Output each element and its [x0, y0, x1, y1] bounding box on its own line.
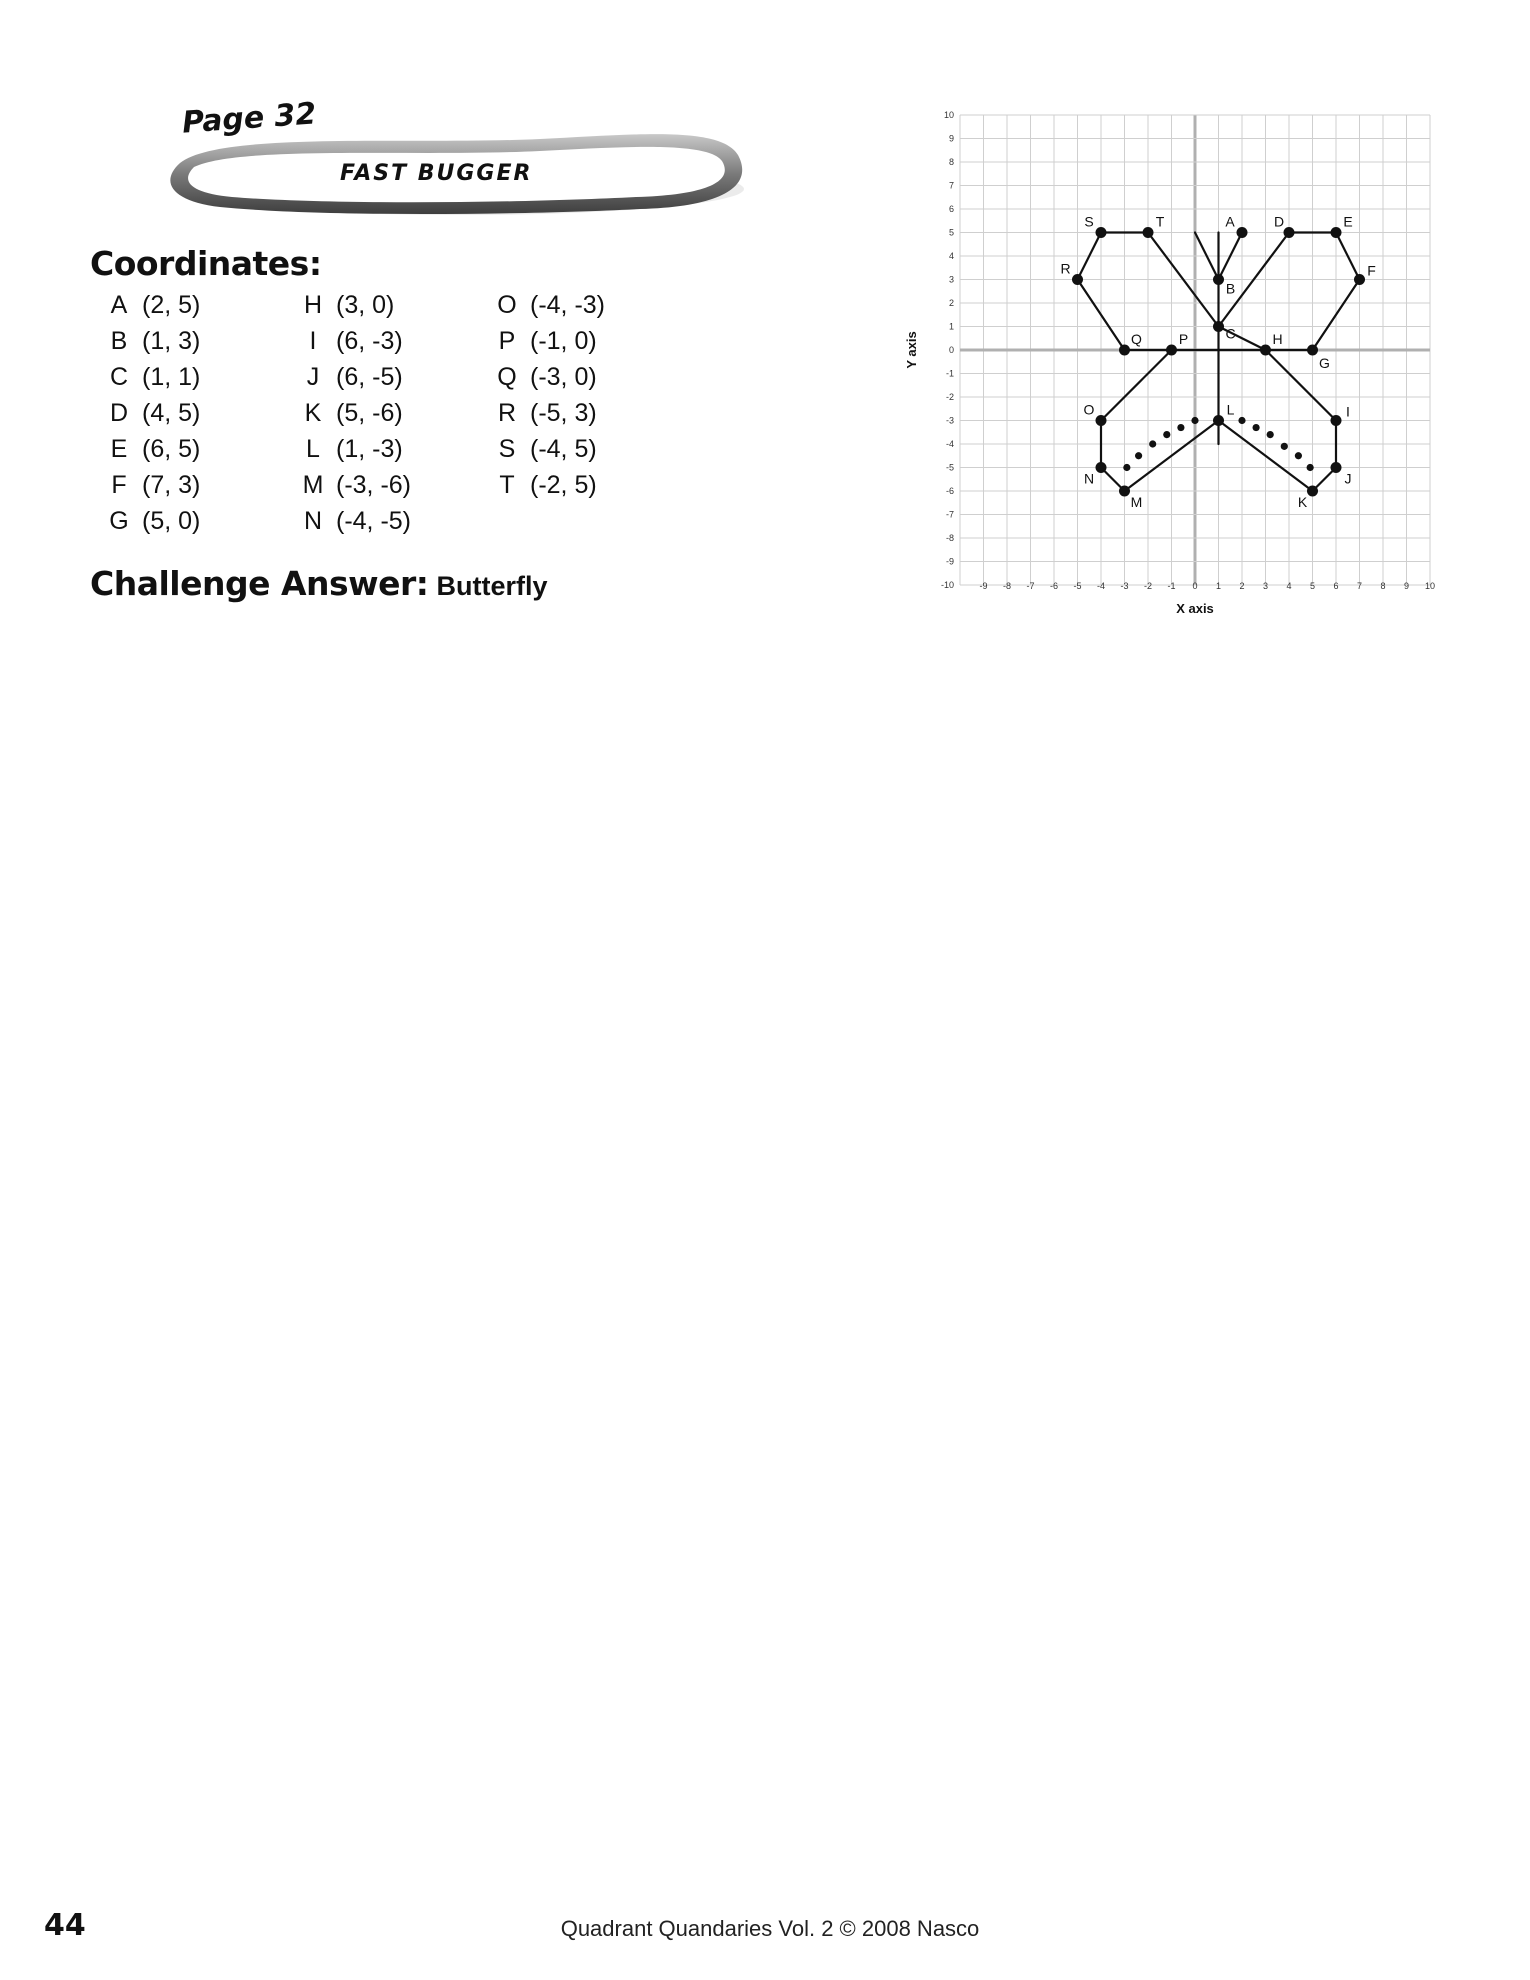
point-m	[1119, 486, 1130, 497]
point-label: N	[1083, 470, 1095, 487]
point-label: D	[1273, 213, 1285, 230]
x-tick-label: 10	[1424, 581, 1436, 591]
coordinate-value: (3, 0)	[336, 291, 395, 319]
trail-dot	[1267, 431, 1274, 438]
y-tick-label: -8	[945, 533, 954, 543]
coordinate-value: (-5, 3)	[530, 399, 597, 427]
coordinate-value: (1, -3)	[336, 435, 403, 463]
x-tick-label: 8	[1380, 581, 1386, 591]
y-tick-label: 1	[948, 321, 954, 332]
coordinate-row	[490, 431, 605, 467]
point-label: K	[1297, 494, 1308, 510]
coordinate-letter: M	[302, 471, 324, 499]
y-tick-label: 4	[948, 251, 954, 261]
coordinates-heading: Coordinates:	[90, 244, 322, 283]
coordinate-letter: P	[498, 327, 516, 355]
coordinate-letter: Q	[497, 363, 517, 391]
point-label: S	[1084, 213, 1094, 230]
coordinate-letter: T	[499, 471, 515, 499]
title-banner	[160, 95, 750, 235]
coordinate-letter: K	[304, 399, 322, 427]
point-i	[1331, 415, 1342, 426]
point-o	[1096, 415, 1107, 426]
coordinate-value: (6, 5)	[142, 435, 201, 463]
point-label: O	[1083, 401, 1095, 418]
coordinate-row	[296, 467, 411, 503]
y-tick-label: 7	[948, 180, 954, 191]
y-tick-label: 3	[948, 274, 954, 285]
coordinate-value: (4, 5)	[142, 399, 201, 427]
y-tick-label: -5	[945, 462, 954, 473]
trail-dot	[1135, 452, 1142, 459]
y-tick-label: -7	[945, 509, 954, 520]
point-label: A	[1225, 213, 1235, 230]
x-tick-label: -8	[1002, 581, 1012, 591]
y-tick-label: 9	[948, 133, 954, 144]
point-c	[1213, 321, 1224, 332]
point-d	[1284, 227, 1295, 238]
coordinate-row	[102, 323, 200, 359]
coordinate-value: (-4, 5)	[530, 435, 597, 463]
x-tick-label: 7	[1356, 581, 1363, 591]
trail-dot	[1177, 424, 1184, 431]
point-r	[1072, 274, 1083, 285]
coordinate-letter: O	[497, 291, 517, 319]
point-f	[1354, 274, 1365, 285]
coordinate-row	[102, 431, 200, 467]
y-tick-label: -3	[945, 415, 954, 426]
coordinate-letter: R	[497, 399, 517, 427]
challenge-label: Challenge Answer:	[90, 564, 429, 603]
y-tick-label: -4	[945, 439, 954, 449]
point-label: C	[1225, 325, 1236, 342]
y-tick-label: -9	[945, 556, 954, 567]
x-tick-label: 6	[1333, 581, 1339, 591]
y-tick-label: -2	[945, 392, 954, 402]
trail-dot	[1149, 440, 1156, 447]
coordinate-row	[296, 395, 411, 431]
coordinate-letter: L	[306, 435, 320, 463]
coordinate-row	[296, 503, 411, 539]
point-j	[1331, 462, 1342, 473]
coordinate-value: (-3, 0)	[530, 363, 597, 391]
coordinate-letter: H	[303, 291, 323, 319]
butterfly-segment	[1101, 350, 1172, 421]
coordinate-letter: F	[111, 471, 127, 499]
y-tick-label: 6	[948, 204, 954, 214]
point-p	[1166, 345, 1177, 356]
coordinate-row	[296, 431, 411, 467]
page-number: 44	[44, 1908, 86, 1943]
trail-dot	[1238, 417, 1245, 424]
y-tick-label: 5	[948, 227, 954, 238]
page-label: Page 32	[180, 96, 318, 141]
x-tick-label: 4	[1286, 581, 1292, 591]
point-h	[1260, 345, 1271, 356]
trail-dot	[1281, 443, 1288, 450]
coordinates-column-1	[102, 287, 200, 539]
coordinate-row	[296, 287, 411, 323]
y-tick-label: 8	[948, 157, 954, 167]
coordinate-letter: N	[303, 507, 323, 535]
trail-dot	[1163, 431, 1170, 438]
coordinate-value: (7, 3)	[142, 471, 201, 499]
point-label: M	[1130, 494, 1143, 510]
coordinate-value: (1, 3)	[142, 327, 201, 355]
x-tick-label: -2	[1143, 581, 1153, 591]
point-q	[1119, 345, 1130, 356]
point-label: I	[1346, 403, 1350, 420]
point-label: F	[1367, 262, 1376, 279]
x-tick-label: 5	[1309, 581, 1316, 591]
point-b	[1213, 274, 1224, 285]
x-tick-label: -5	[1073, 581, 1082, 591]
challenge-answer: Butterfly	[436, 571, 548, 601]
coordinate-letter: G	[109, 507, 129, 535]
coordinate-row	[490, 323, 605, 359]
point-label: R	[1060, 260, 1071, 277]
coordinate-row	[490, 359, 605, 395]
coordinate-value: (-4, -3)	[530, 291, 605, 319]
point-label: T	[1155, 213, 1165, 230]
y-tick-label: -1	[945, 368, 954, 379]
coordinate-value: (5, -6)	[336, 399, 403, 427]
coordinate-graph	[900, 95, 1440, 630]
y-tick-label: -10	[940, 580, 954, 590]
point-label: J	[1344, 470, 1352, 487]
point-label: Q	[1131, 331, 1142, 347]
coordinate-value: (-2, 5)	[530, 471, 597, 499]
y-tick-label: -6	[945, 486, 954, 496]
challenge-line	[90, 564, 548, 603]
x-tick-label: -7	[1026, 581, 1035, 591]
coordinate-letter: S	[498, 435, 516, 463]
copyright-notice: Quadrant Quandaries Vol. 2 © 2008 Nasco	[560, 1916, 980, 1941]
coordinate-letter: D	[109, 399, 129, 427]
x-tick-label: 2	[1239, 581, 1245, 591]
coordinate-row	[102, 287, 200, 323]
point-a	[1237, 227, 1248, 238]
y-tick-label: 0	[948, 345, 954, 355]
trail-dot	[1123, 464, 1130, 471]
point-n	[1096, 462, 1107, 473]
point-l	[1213, 415, 1224, 426]
point-label: L	[1226, 401, 1235, 418]
trail-dot	[1253, 424, 1260, 431]
coordinate-letter: C	[109, 363, 129, 391]
x-tick-label: -6	[1049, 581, 1059, 591]
coordinate-value: (-4, -5)	[336, 507, 411, 535]
coordinate-letter: J	[306, 363, 320, 391]
point-label: E	[1343, 213, 1353, 230]
point-e	[1331, 227, 1342, 238]
point-s	[1096, 227, 1107, 238]
coordinate-value: (5, 0)	[142, 507, 201, 535]
coordinate-value: (-3, -6)	[336, 471, 411, 499]
trail-dot	[1307, 464, 1314, 471]
coordinate-row	[102, 467, 200, 503]
coordinate-row	[490, 395, 605, 431]
puzzle-title: FAST BUGGER	[340, 161, 533, 186]
y-tick-label: 10	[943, 110, 954, 120]
x-tick-label: -3	[1120, 581, 1129, 591]
coordinate-value: (-1, 0)	[530, 327, 597, 355]
x-tick-label: 1	[1215, 581, 1222, 591]
y-tick-label: 2	[948, 298, 954, 308]
coordinate-row	[102, 395, 200, 431]
point-t	[1143, 227, 1154, 238]
trail-dot	[1295, 452, 1302, 459]
x-tick-label: -1	[1167, 581, 1176, 591]
coordinate-letter: I	[309, 327, 317, 355]
x-tick-label: -9	[979, 581, 988, 591]
coordinate-value: (6, -3)	[336, 327, 403, 355]
point-g	[1307, 345, 1318, 356]
coordinate-letter: A	[110, 291, 128, 319]
coordinate-letter: B	[110, 327, 128, 355]
y-axis-label: Y axis	[904, 331, 919, 369]
coordinate-letter: E	[110, 435, 128, 463]
x-axis-label: X axis	[1176, 601, 1214, 616]
coordinate-value: (2, 5)	[142, 291, 201, 319]
point-label: H	[1272, 331, 1283, 347]
x-tick-label: -4	[1096, 581, 1106, 591]
coordinate-value: (6, -5)	[336, 363, 403, 391]
x-tick-label: 3	[1262, 581, 1269, 591]
coordinate-row	[296, 359, 411, 395]
coordinate-row	[490, 287, 605, 323]
x-tick-label: 0	[1192, 581, 1198, 591]
coordinates-column-3	[490, 287, 605, 503]
point-label: P	[1178, 331, 1189, 347]
coordinate-row	[296, 323, 411, 359]
x-tick-label: 9	[1403, 581, 1410, 591]
point-k	[1307, 486, 1318, 497]
coordinate-row	[102, 503, 200, 539]
coordinates-column-2	[296, 287, 411, 539]
point-label: B	[1225, 280, 1236, 297]
point-label: G	[1319, 355, 1330, 371]
trail-dot	[1191, 417, 1198, 424]
coordinate-value: (1, 1)	[142, 363, 201, 391]
coordinate-row	[490, 467, 605, 503]
coordinate-row	[102, 359, 200, 395]
